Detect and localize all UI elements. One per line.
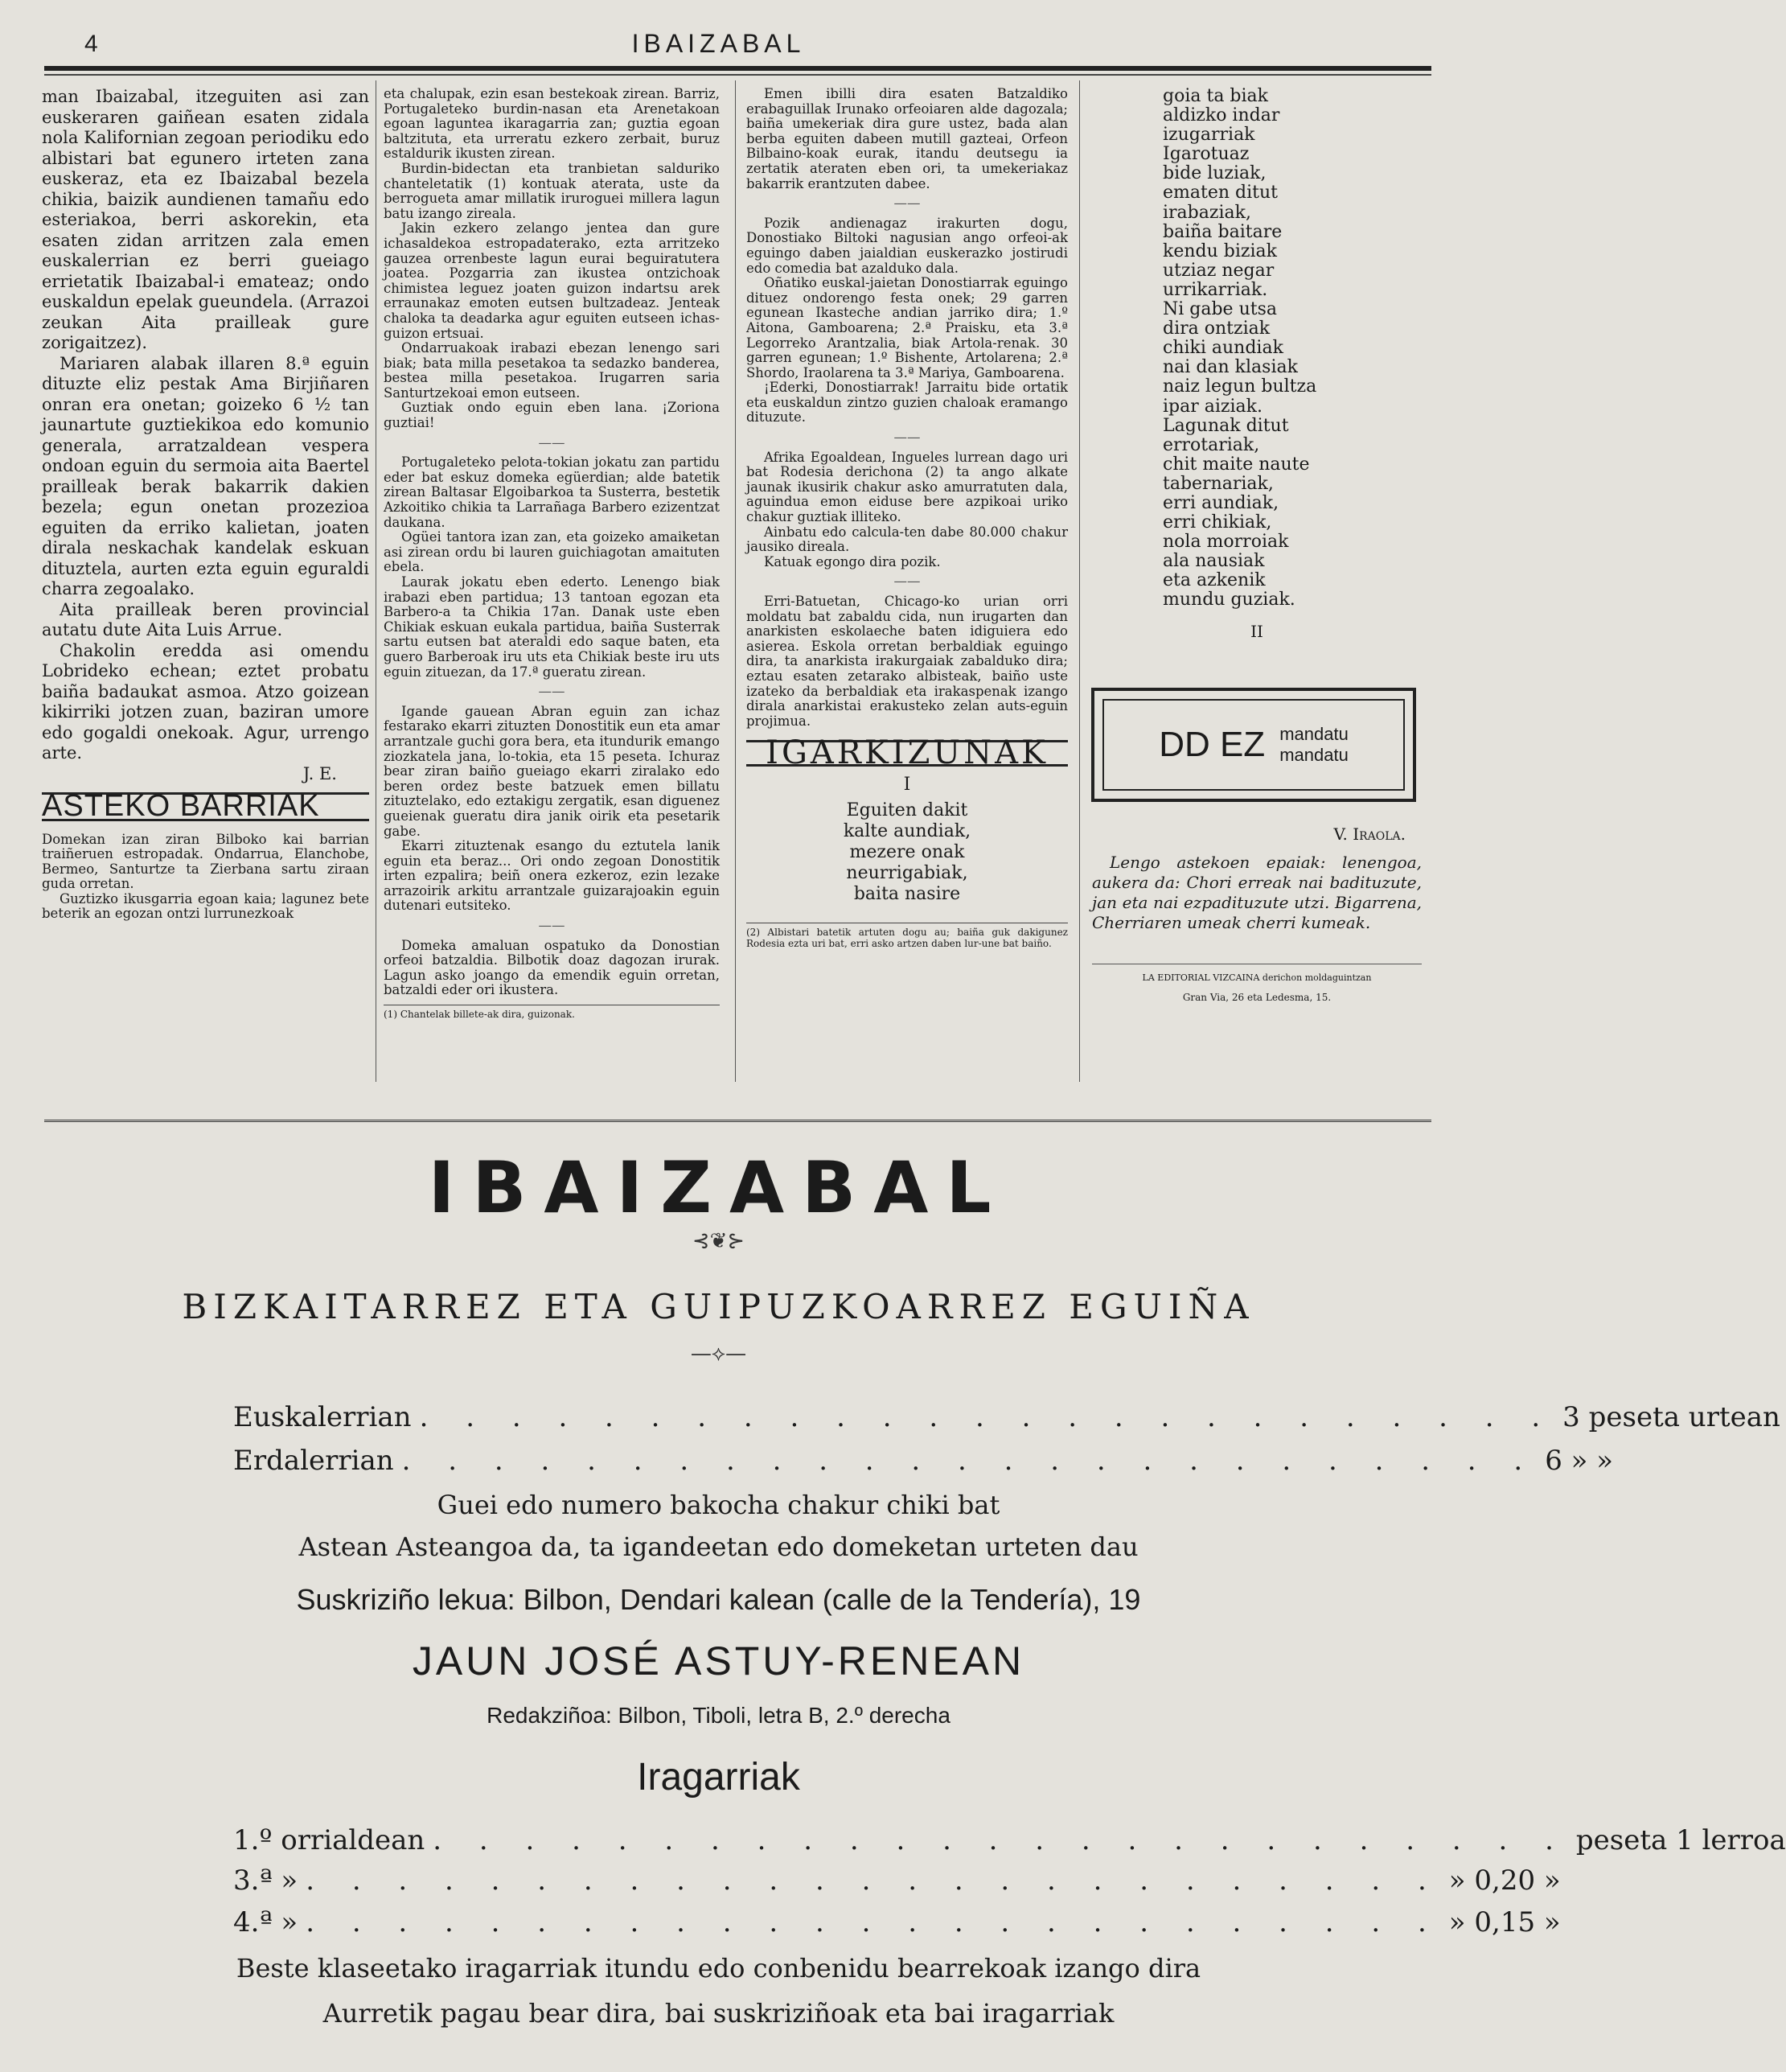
page-number: 4 (84, 31, 98, 57)
column-1 (42, 87, 369, 922)
riddle-box-side (1279, 724, 1349, 766)
price-row (233, 1401, 1780, 1433)
column-divider (735, 80, 736, 1082)
ornament: ⊰❦⊱ (692, 1229, 745, 1253)
signature: J. E. (302, 763, 337, 783)
article-paragraph: Aita prailleak beren provincial autatu dute Aita Luis Arrue. (42, 599, 369, 639)
separator: —— (538, 434, 565, 450)
article-paragraph: Chakolin eredda asi omendu Lobrideko echean; eztet probatu baiña badaukat asmoa. Atzo goizean kikirriki jotzen zuan, baziran umore edo gogaldi onekoak. Agur, urrengo arte. (42, 640, 369, 763)
poem-line: nai dan klasiak (1163, 357, 1298, 378)
ad-label: 1.º orrialdean (233, 1824, 425, 1856)
poem-line: kendu biziak (1163, 240, 1277, 261)
article-paragraph: Ainbatu edo calcula-ten dabe 80.000 chakur jausiko direala. (746, 524, 1068, 555)
riddle-poem (746, 800, 1068, 905)
riddle-box-inner (1102, 699, 1405, 791)
publisher-name: JAUN JOSÉ ASTUY-RENEAN (412, 1638, 1025, 1684)
leader-dots: . . . . . . . . . . . . . . . . . . . . . . . . . (401, 1445, 1538, 1477)
info-line: Aurretik pagau bear dira, bai suskriziñoak eta bai iragarriak (322, 1998, 1115, 2029)
riddle-number: II (1250, 621, 1263, 641)
leader-dots: . . . . . . . . . . . . . . . . . . . . . . . . . (306, 1864, 1441, 1897)
separator: —— (538, 918, 565, 934)
price-value: 3 peseta urtean (1562, 1401, 1780, 1433)
poem-line: bide luziak, (1163, 163, 1267, 184)
article-paragraph: Katuak egongo dira pozik. (764, 553, 941, 569)
leader-dots: . . . . . . . . . . . . . . . . . . . . . . . . . (433, 1824, 1568, 1856)
price-value: 6 » » (1545, 1445, 1614, 1477)
poem-line: goia ta biak (1163, 86, 1268, 106)
riddle-poem-continued (1092, 87, 1422, 610)
poem-line: dira ontziak (1163, 319, 1271, 339)
article-paragraph: Jakin ezkero zelango jentea dan gure ichasaldekoa estropadaterako, ezta arritzeko gauzea orrenbeste lagun eurai beguiratutera joatea. Pozgarria zan ikustea ontzichoak chimistea leguez joaten guizon indartsu arek erraunakaz emoten eutsen bultzadeaz. Jenteak chaloka ta deadarka agur eguiten eutseen ichas-guizon ertsuai. (384, 220, 720, 341)
poem-line: Igarotuaz (1163, 144, 1250, 165)
imprint: LA EDITORIAL VIZCAINA derichon moldaguintzan (1092, 964, 1422, 988)
separator: —— (893, 430, 921, 446)
riddle-number: I (903, 774, 911, 795)
poem-line: Lagunak ditut (1163, 415, 1289, 436)
article-paragraph: Portugaleteko pelota-tokian jokatu zan partidu eder bat eskuz domeka egüerdian; alde batetik zirean Baltasar Elgoibarkoa ta Susterra, bestetik Azkoitiko chikia ta Larrañaga Barbero ezizentzat daukana. (384, 454, 720, 530)
ornament: —⟡— (690, 1342, 747, 1366)
poem-line: aldizko indar (1163, 105, 1280, 126)
riddle-box-main: DD EZ (1159, 725, 1266, 764)
poem-line: mezere onak (849, 841, 965, 862)
column-4-lower (1092, 824, 1422, 1008)
info-line: Astean Asteangoa da, ta igandeetan edo domeketan urteten dau (298, 1531, 1139, 1562)
section-title-asteko-barriak: ASTEKO BARRIAK (42, 792, 369, 821)
footnote: (1) Chantelak billete-ak dira, guizonak. (384, 1005, 720, 1020)
price-row (233, 1445, 1614, 1477)
author: V. Iraola. (1333, 824, 1406, 844)
ad-label: 3.ª » (233, 1864, 298, 1897)
poem-line: errotariak, (1163, 434, 1260, 455)
running-masthead: IBAIZABAL (631, 29, 806, 58)
article-paragraph: man Ibaizabal, itzeguiten asi zan euskeraren gaiñean esaten zidala nola Kalifornian zegoan periodiku edo albistari bat egunero irteten zana euskeraz, eta ez Ibaizabal bezela chikia, baizik aundienen tamañu edo esteriakoa, berri askorekin, eta esaten zidan arritzen zala emen euskalerrian ez berri gueiago errietatik Ibaizabal-i emateaz; ondo euskaldun epelak gueundela. (Arrazoi zeukan Aita prailleak gure zorigaitzez). (42, 87, 369, 352)
ad-value: » 0,15 » (1448, 1906, 1561, 1938)
article-paragraph: Igande gauean Abran eguin zan ichaz festarako ekarri zituzten Donostitik eun eta amar arrantzale guchi gora bera, eta itundurik emango ziozkatela jana, lo-tokia, eta 15 peseta. Ichuraz bear ziran baiño gueiago ekarri ziralako edo beren ordez beste batzuek emen billatu zituztelako, edo eztakigu zergatik, esan diguenez gueienak gueratu dira janik oirik eta pesetarik gabe. (384, 703, 720, 839)
poem-line: naiz legun bultza (1163, 376, 1317, 397)
section-divider (44, 1120, 1431, 1122)
article-paragraph: Afrika Egoaldean, Ingueles lurrean dago uri bat Rodesia derichona (2) ta ango alkate jaunak ikusirik chakur asko amurratuten dala, aguindua emon eiduse bere azpikoai uriko chakur guztiak illiteko. (746, 449, 1068, 525)
article-paragraph: Pozik andienagaz irakurten dogu, Donostiako Biltoki nagusian ango orfeoi-ak eguingo daben jaialdian euskerazko jostirudi edo comedia bat azalduko dala. (746, 215, 1068, 276)
poem-line: erri chikiak, (1163, 512, 1272, 533)
poem-line: mundu guziak. (1163, 590, 1295, 610)
article-paragraph: Mariaren alabak illaren 8.ª eguin dituzte eliz pestak Ama Birjiñaren onran era onetan; goizeko 6 ½ tan jaunartute guztiekikoa edo komunio generala, arratzaldean vespera ondoan eguin du sermoia aita Baertel prailleak berak bakarrik dakien bezela; egun onetan prozezioa eguiten da erriko kalietan, joaten dirala neskachak kandelak eskuan dituztela, aurten ezta eguin eguraldi charra zegoalako. (42, 353, 369, 598)
poem-line: Eguiten dakit (846, 800, 968, 820)
ads-title: Iragarriak (637, 1756, 800, 1799)
poem-line: utziaz negar (1163, 260, 1275, 281)
info-line: Beste klaseetako iragarriak itundu edo conbenidu bearrekoak izango dira (236, 1953, 1201, 1984)
ad-label: 4.ª » (233, 1906, 298, 1938)
riddle-box-word: mandatu (1279, 724, 1349, 744)
poem-line: kalte aundiak, (843, 820, 971, 841)
leader-dots: . . . . . . . . . . . . . . . . . . . . . . . . . (306, 1906, 1441, 1938)
poem-line: irabaziak, (1163, 202, 1251, 223)
article-paragraph: eta chalupak, ezin esan bestekoak zirean. Barriz, Portugaleteko burdin-nasan eta Arenetakoan egoan laguntea ikaragarria zan; guztia egoan baltzituta, eta urreratu ezkero zerbait, buruz estaldurik ikusten zirean. (384, 86, 720, 162)
ad-price-row (233, 1864, 1561, 1897)
article-paragraph: Emen ibilli dira esaten Batzaldiko erabaguillak Irunako orfeoiaren alde dagozala; baiña umekeriak dira gure ustez, bada alan berba eguiten dabeen mutill gazteai, Orfeon Bilbaino-koak eurak, itandu deutsegu ia zertatik ateraten eben ori, ta umekeriakaz bakarrik erantzuten dabee. (746, 86, 1068, 191)
editorial-address: Redakziñoa: Bilbon, Tiboli, letra B, 2.º derecha (487, 1703, 950, 1728)
poem-line: tabernariak, (1163, 473, 1274, 494)
poem-line: chit maite naute (1163, 454, 1310, 475)
poem-line: ala nausiak (1163, 551, 1265, 572)
ad-value: » 0,20 » (1448, 1864, 1561, 1897)
column-3 (746, 87, 1068, 949)
separator: —— (893, 574, 921, 590)
poem-line: ipar aiziak. (1163, 396, 1263, 417)
poem-line: izugarriak (1163, 125, 1255, 146)
ad-price-row (233, 1906, 1561, 1938)
separator: —— (893, 195, 921, 212)
subscription-address: Suskriziño lekua: Bilbon, Dendari kalean (calle de la Tendería), 19 (296, 1583, 1141, 1616)
article-paragraph: Ondarruakoak irabazi ebezan lenengo sari biak; bata milla pesetakoa ta sedazko banderea, bestea milla pesetakoa. Irugarren saria Santurtzekoai emon eutseen. (384, 340, 720, 401)
poem-line: baita nasire (853, 883, 961, 904)
price-label: Euskalerrian (233, 1401, 412, 1433)
article-paragraph: Burdin-bidectan eta tranbietan salduriko chanteletatik (1) kontuak aterata, uste da berrogueta amar millatik iruroguei millera lagun batu izango zireala. (384, 160, 720, 221)
separator: —— (538, 684, 565, 700)
poem-line: nola morroiak (1163, 532, 1289, 553)
ad-price-row (233, 1824, 1786, 1856)
poem-line: baiña baitare (1163, 221, 1283, 242)
article-paragraph: Ogüei tantora izan zan, eta goizeko amaiketan asi zirean ordu bi lauren guichiagotan amaituten ebela. (384, 529, 720, 575)
article-paragraph: Domeka amaluan ospatuko da Donostian orfeoi batzaldia. Bilbotik doaz dagozan irurak. Lagun asko joango da emendik eguin orretan, batzaldi eder ori ikustera. (384, 937, 720, 998)
article-paragraph: Oñatiko euskal-jaietan Donostiarrak eguingo dituez ondorengo festa onek; 29 garren egunean Ikasteche andian jarriko dira; 1.º Aitona, Gamboarena; 2.ª Praisku, eta 3.ª Legorreko Arantzalia, biak Artola-renak. 30 garren egunean; 1.º Bishente, Artolarena; 2.ª Shordo, Iraolarena ta 3.ª Mariya, Gamboarena. (746, 275, 1068, 380)
poem-line: urrikarriak. (1163, 279, 1268, 300)
article-paragraph: ¡Ederki, Donostiarrak! Jarraitu bide ortatik eta euskaldun zintzo guzien chaloak eramango dituzute. (746, 380, 1068, 426)
poem-line: erri aundiak, (1163, 492, 1279, 513)
poem-line: eta azkenik (1163, 570, 1266, 591)
column-divider (1079, 80, 1080, 1082)
riddle-box (1091, 688, 1416, 802)
poem-line: Ni gabe utsa (1163, 299, 1277, 320)
leader-dots: . . . . . . . . . . . . . . . . . . . . . . . . . (419, 1401, 1555, 1433)
poem-line: chiki aundiak (1163, 338, 1283, 359)
article-paragraph: Laurak jokatu eben ederto. Lenengo biak irabazi eben partidua; 13 tantoan egozan eta Barbero-a ta Chikia 17an. Danak uste eben Chikiak eskuan eukala partidua, baiña Susterrak sartu eutsen bat ateraldi edo saque baten, eta guero Barberoak iru uts eta Chikiak beste iru uts eguin zituezan, da 17.ª gueratu zirean. (384, 574, 720, 680)
header-rule (44, 66, 1431, 71)
header-rule-thin (44, 74, 1431, 76)
article-paragraph: Guztiak ondo eguin eben lana. ¡Zoriona guztiai! (384, 400, 720, 431)
ad-value: peseta 1 lerroa (1575, 1824, 1786, 1856)
price-label: Erdalerrian (233, 1445, 394, 1477)
article-paragraph: Erri-Batuetan, Chicago-ko urian orri moldatu bat zabaldu cida, nun irugarten dan anarkisten eskolaeche baten idiguiera edo asierea. Eskola orretan berbaldiak eguingo dira, ta anarkista irakurgaiak zabalduko dira; eztau esaten zetarako albisteak, baiño uste izateko da berbaldiak eta irakaspenak izango dirala anarkistai erakusteko zelan auts-eguin projimua. (746, 594, 1068, 729)
footnote: (2) Albistari batetik artuten dogu au; baiña guk dakigunez Rodesia ezta uri bat, erri asko artzen daben lur-une bat baiño. (746, 923, 1068, 949)
newspaper-subtitle: BIZKAITARREZ ETA GUIPUZKOARREZ EGUIÑA (182, 1287, 1255, 1326)
poem-line: ematen ditut (1163, 183, 1278, 204)
newspaper-title: IBAIZABAL (428, 1146, 1009, 1229)
poem-line: neurrigabiak, (846, 862, 968, 883)
column-2 (384, 87, 720, 1020)
riddle-box-word: mandatu (1279, 745, 1349, 765)
imprint-address: Gran Via, 26 eta Ledesma, 15. (1182, 992, 1332, 1003)
section-title-igarkizunak: IGARKIZUNAK (746, 740, 1068, 767)
info-line: Guei edo numero bakocha chakur chiki bat (437, 1490, 1000, 1520)
article-paragraph: Ekarri zituztenak esango du eztutela lanik eguin eta beraz... Ori ondo zegoan Donostitik irten ezpalira; beiñ onera ezkeroz, ezin lezake arrazoirik arkitu arrantzale guizarajoakin eguin dutenari eutsiteko. (384, 838, 720, 914)
article-paragraph: Guztizko ikusgarria egoan kaia; lagunez bete beterik an egozan ontzi lurrunezkoak (42, 890, 369, 922)
answers-paragraph: Lengo astekoen epaiak: lenengoa, aukera da: Chori erreak nai badituzute, jan eta nai ezpadituzute utzi. Bigarrena, Cherriaren umeak cherri kumeak. (1092, 853, 1422, 932)
column-4 (1092, 87, 1422, 641)
article-paragraph: Domekan izan ziran Bilboko kai barrian traiñeruen estropadak. Ondarrua, Elanchobe, Bermeo, Santurtze ta Zierbana sartu ziraan guda orretan. (42, 831, 369, 892)
